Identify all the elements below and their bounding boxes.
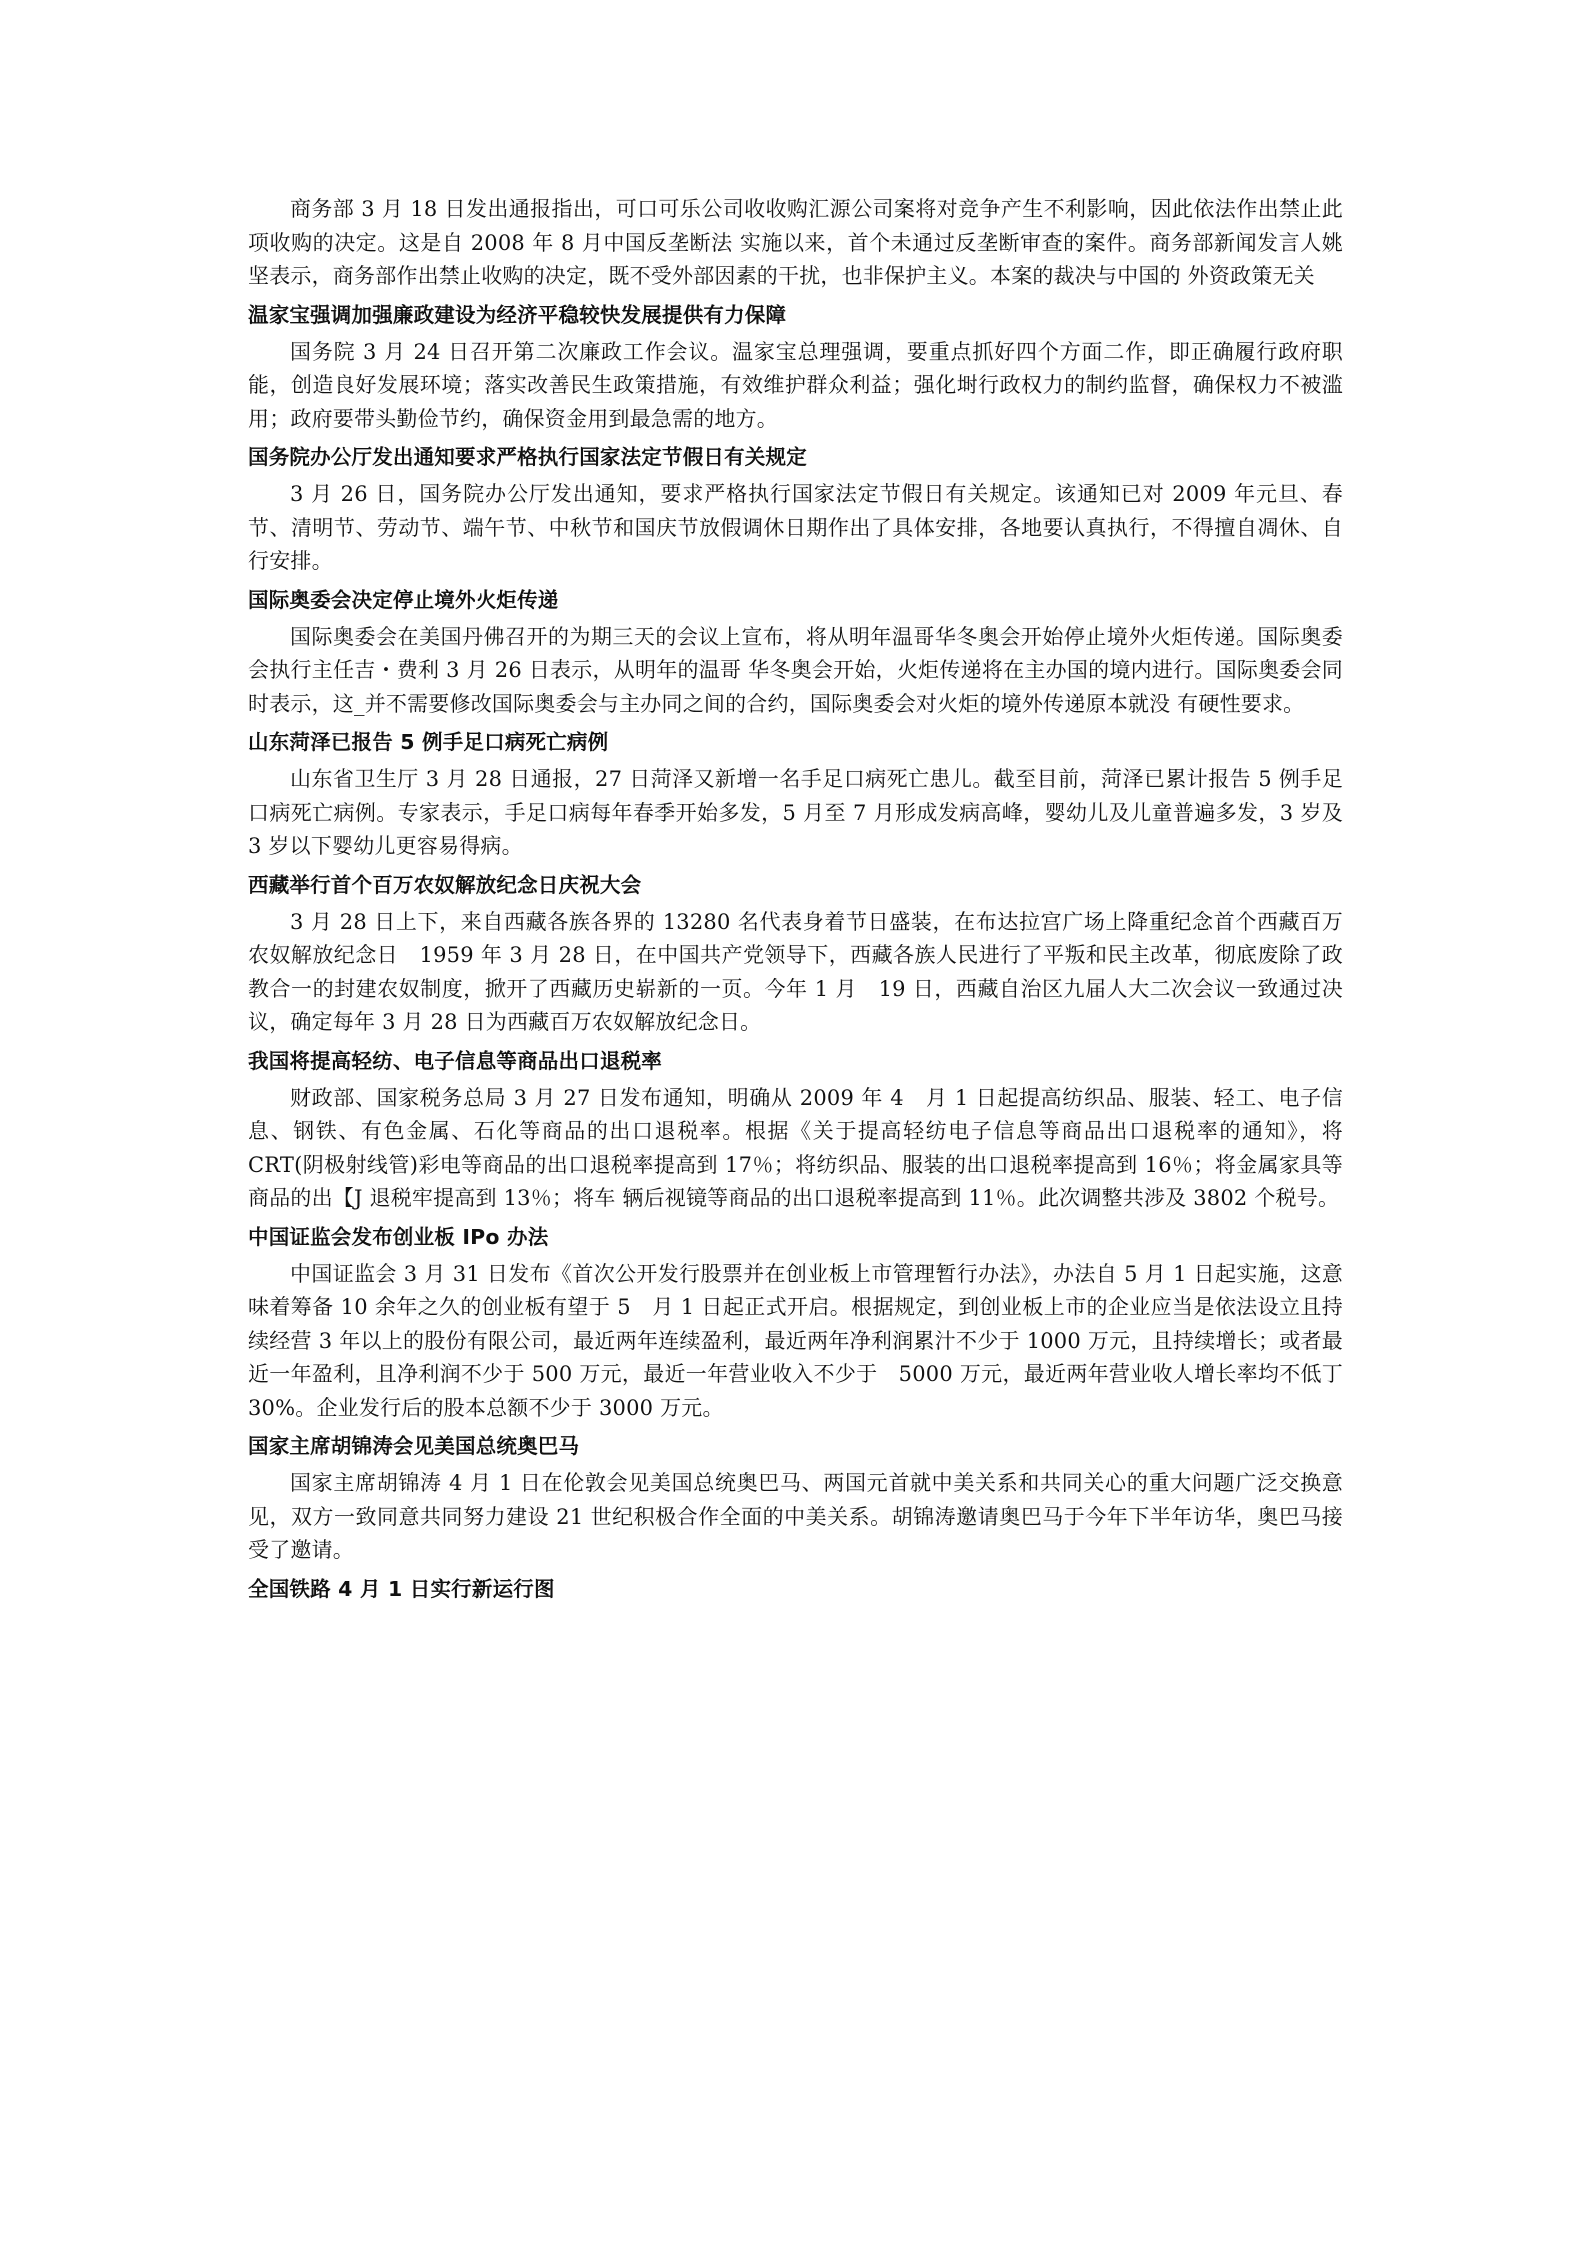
article-body: 财政部、国家税务总局 3 月 27 日发布通知，明确从 2009 年 4 月 1 日起提高纺织品、服装、轻工、电子信息、钢铁、有色金属、石化等商品的出口退税率。根据《关于提高轻纺电子信息等商品出口退税率的通知》，将 CRT(阴极射线管)彩电等商品的出口退税率提高到 17％；将纺织品、服装的出口退税率提高到 16％；将金属家具等商品的出【J 退税牢提高到 13％；将车 辆后视镜等商品的出口退税率提高到 11％。此次调整共涉及 3802 个税号。 (248, 1085, 1343, 1210)
article-heading: 西藏举行首个百万农奴解放纪念日庆祝大会 (248, 872, 642, 897)
article-body: 3 月 26 日，国务院办公厅发出通知，要求严格执行国家法定节假日有关规定。该通知已对 2009 年元旦、春节、清明节、劳动节、端午节、中秋节和国庆节放假调休日期作出了具体安排，各地要认真执行，不得擅自凋休、自行安排。 (248, 482, 1343, 573)
article-body: 国际奥委会在美国丹佛召开的为期三天的会议上宣布，将从明年温哥华冬奥会开始停止境外火炬传递。国际奥委会执行主任吉・费利 3 月 26 日表示，从明年的温哥 华冬奥会开始，火炬传递将在主办国的境内进行。国际奥委会同时表示，这_并不需要修改国际奥委会与主办同之间的合约，国际奥委会对火炬的境外传递原本就没 有硬性要求。 (248, 624, 1343, 716)
article-body: 中国证监会 3 月 31 日发布《首次公开发行股票并在创业板上市管理暂行办法》，办法自 5 月 1 日起实施，这意味着筹备 10 余年之久的创业板有望于 5 月 1 日起正式开启。根据规定，到创业板上市的企业应当是依法设立且持续经营 3 年以上的股份有限公司，最近两年连续盈利，最近两年净利润累汁不少于 1000 万元，且持续增长；或者最近一年盈利，且净利润不少于 500 万元，最近一年营业收入不少于 5000 万元，最近两年营业收人增长率均不低丁 30%。企业发行后的股本总额不少于 3000 万元。 (248, 1261, 1343, 1420)
document-body (248, 193, 1343, 1610)
article-heading: 国家主席胡锦涛会见美国总统奥巴马 (248, 1434, 580, 1458)
article-heading: 中国证监会发布创业板 IPo 办法 (248, 1224, 549, 1249)
article-body: 国务院 3 月 24 日召开第二次廉政工作会议。温家宝总理强调，要重点抓好四个方面二作，即正确履行政府职能，创造良好发展环境；落实改善民生政策措施，有效维护群众利益；强化埘行政权力的制约监督，确保权力不被滥用；政府要带头勤俭节约，确保资金用到最急需的地方。 (248, 339, 1343, 431)
article-body: 国家主席胡锦涛 4 月 1 日在伦敦会见美国总统奥巴马、两国元首就中美关系和共同关心的重大问题广泛交换意见，双方一致同意共同努力建设 21 世纪积极合作全面的中美关系。胡锦涛邀请奥巴马于今年下半年访华，奥巴马接受了邀请。 (248, 1471, 1343, 1562)
article-heading: 全国铁路 4 月 1 日实行新运行图 (248, 1576, 555, 1601)
article-body: 商务部 3 月 18 日发出通报指出，可口可乐公司收收购汇源公司案将对竞争产生不利影响，因此依法作出禁止此项收购的决定。这是自 2008 年 8 月中国反垄断法 实施以来，首个未通过反垄断审查的案件。商务部新闻发言人姚坚表示，商务部作出禁止收购的决定，既不受外部因素的干扰，也非保护主义。本案的裁决与中国的 外资政策无关 (248, 197, 1343, 288)
article-body: 山东省卫生厅 3 月 28 日通报，27 日菏泽又新增一名手足口病死亡患儿。截至目前，菏泽已累计报告 5 例手足口病死亡病例。专家表示，手足口病每年春季开始多发，5 月至 7 月形成发病高峰，婴幼儿及儿童普遍多发，3 岁及 3 岁以下婴幼儿更容易得病。 (248, 767, 1343, 858)
article-body: 3 月 28 日上下，来自西藏各族各界的 13280 名代表身着节日盛装，在布达拉宫广场上降重纪念首个西藏百万农奴解放纪念日 1959 年 3 月 28 日，在中国共产党领导下，西藏各族人民进行了平叛和民主改革，彻底废除了政教合一的封建农奴制度，掀开了西藏历史崭新的一页。今年 1 月 19 日，西藏自治区九届人大二次会议一致通过决议，确定每年 3 月 28 日为西藏百万农奴解放纪念日。 (248, 909, 1343, 1034)
article-heading: 温家宝强调加强廉政建设为经济平稳较快发展提供有力保障 (248, 302, 787, 327)
article-heading: 国务院办公厅发出通知要求严格执行国家法定节假日有关规定 (248, 445, 807, 469)
article-heading: 我国将提高轻纺、电子信息等商品出口退税率 (248, 1048, 662, 1073)
article-heading: 国际奥委会决定停止境外火炬传递 (248, 587, 559, 612)
article-heading: 山东菏泽已报告 5 例手足口病死亡病例 (248, 730, 609, 754)
